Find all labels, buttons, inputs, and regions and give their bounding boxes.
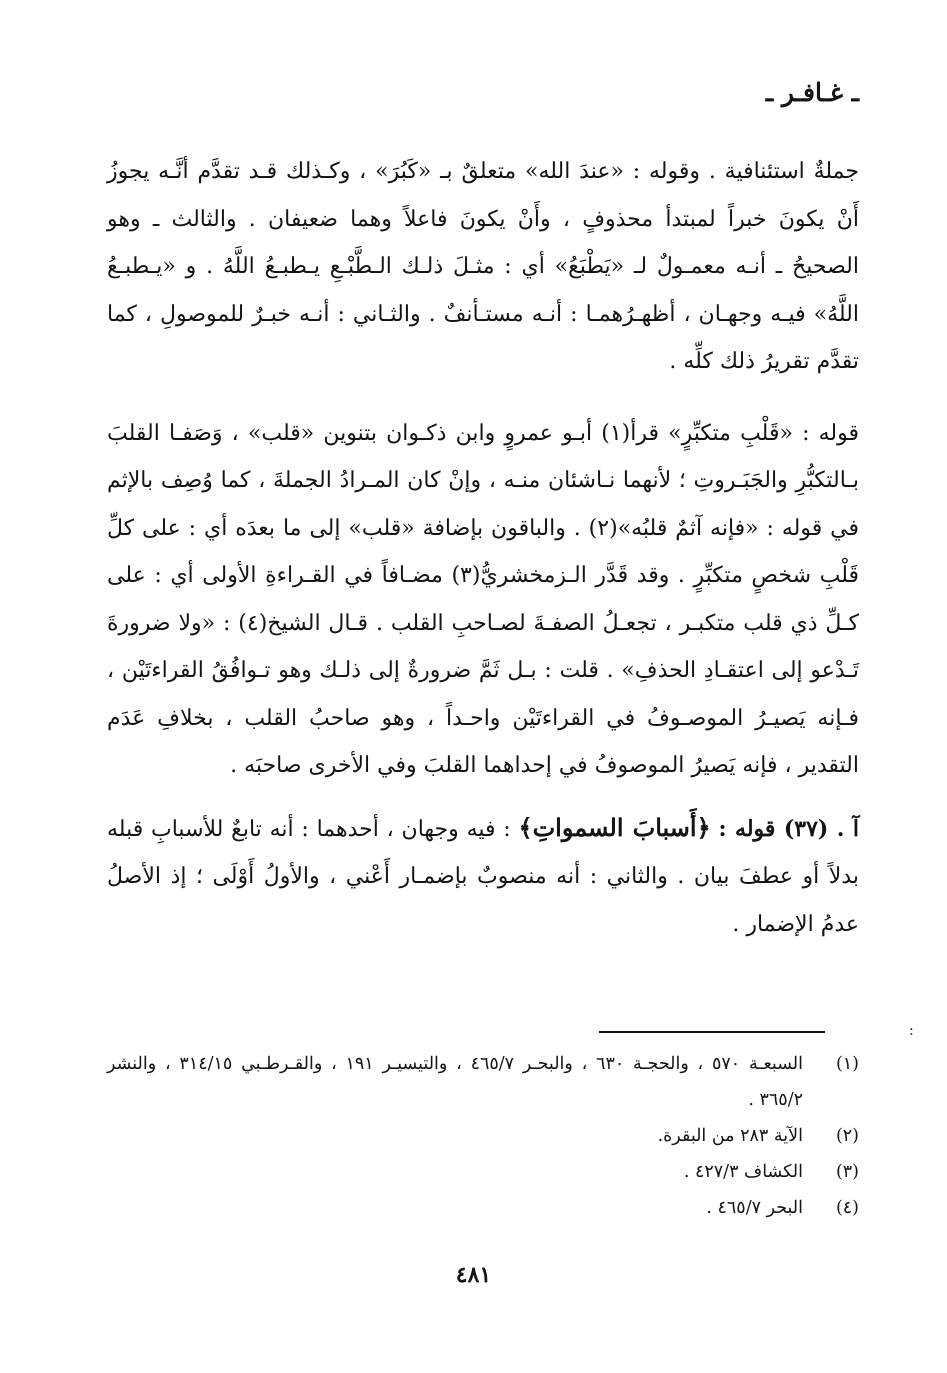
footnote-number: (٤) bbox=[835, 1198, 859, 1218]
paragraph-1: جملةٌ استئنافية . وقوله : «عندَ الله» متعلقٌ بـ «كَبُرَ» ، وكـذلك قـد تقدَّم أنَّـه يجوزُ أَنْ يكونَ خبراً لمبتدأ محذوفٍ ، وأَنْ يكونَ فاعلاً وهما ضعيفان . والثالث ـ وهو الصحيحُ ـ أنـه معمـولٌ لـ «يَطْبَعُ» أي : مثـلَ ذلـك الـطَّبْـعِ يـطبـعُ اللَّهُ . و «يـطبـعُ اللَّهُ» فيـه وجهـان ، أظهـرُهمـا : أنـه مستـأنفٌ . والثـاني : أنـه خبـرٌ للموصولِ ، كما تقدَّم تقريرُ ذلك كلِّه . bbox=[107, 159, 859, 374]
margin-mark: : bbox=[908, 1020, 914, 1039]
footnotes bbox=[107, 1046, 859, 1226]
footnote-3 bbox=[107, 1154, 859, 1190]
running-header: ـ غـافـر ـ bbox=[765, 78, 859, 107]
paragraph-2: قوله : «قَلْبِ متكبِّرٍ» قرأ(١) أبـو عمروٍ وابن ذكـوان بتنوين «قلب» ، وَصَفـا القلبَ بـالتكبُّرِ والجَبَـروتِ ؛ لأنهما نـاشئان منـه ، وإنْ كان المـرادُ الجملةَ ، كما وُصِف بالإثم في قوله : «فإنه آثمٌ قلبُه»(٢) . والباقون بإضافة «قلب» إلى ما بعدَه أي : على كلِّ قَلْبِ شخصٍ متكبِّرٍ . وقد قَدَّر الـزمخشريُّ(٣) مضـافاً في القـراءةِ الأولى أي : على كـلِّ ذي قلب متكبـر ، تجعـلُ الصفـةَ لصـاحبِ القلب . قـال الشيخ(٤) : «ولا ضرورةَ تَـدْعو إلى اعتقـادِ الحذفِ» . قلت : بـل ثَمَّ ضرورةٌ إلى ذلـك وهو تـوافُقُ القراءتَيْن ، فـإنه يَصيـرُ الموصـوفُ في القراءتَيْن واحـداً ، وهو صاحبُ القلب ، بخلافِ عَدَم التقدير ، فإنه يَصيرُ الموصوفُ في إحداهما القلبَ وفي الأخرى صاحبَه . bbox=[107, 420, 859, 778]
footnote-text: البحر ٤٦٥/٧ . bbox=[706, 1198, 803, 1218]
footnote-text: الكشاف ٤٢٧/٣ . bbox=[683, 1162, 803, 1182]
verse-number-lead: آ . (٣٧) قوله : bbox=[718, 815, 860, 842]
footnote-separator bbox=[599, 1031, 825, 1033]
footnote-text: الآية ٢٨٣ من البقرة. bbox=[657, 1126, 803, 1146]
footnote-2 bbox=[107, 1118, 859, 1154]
footnote-number: (٢) bbox=[835, 1126, 859, 1146]
main-text bbox=[107, 148, 859, 948]
footnote-number: (٣) bbox=[835, 1162, 859, 1182]
verse-paragraph bbox=[107, 804, 859, 949]
footnote-number: (١) bbox=[835, 1054, 859, 1074]
footnote-1 bbox=[107, 1046, 859, 1118]
page-number: ٤٨١ bbox=[455, 1262, 492, 1288]
verse-commentary: : فيه وجهان ، أحدهما : أنه تابعٌ للأسبابِ قبله بدلاً أو عطفَ بيان . والثاني : أنه منصوبٌ بإضمـار أَعْني ، والأولُ أَوْلَى ؛ إذ الأصلُ عدمُ الإضمار . bbox=[107, 816, 859, 937]
quranic-phrase: ﴿أَسبابَ السمواتِ﴾ bbox=[518, 812, 711, 842]
footnote-4 bbox=[107, 1190, 859, 1226]
footnote-text: السبعـة ٥٧٠ ، والحجـة ٦٣٠ ، والبحـر ٤٦٥/٧ ، والتيسيـر ١٩١ ، والقـرطـبي ٣١٤/١٥ ، والنشر ٣٦٥/٢ . bbox=[107, 1054, 804, 1110]
